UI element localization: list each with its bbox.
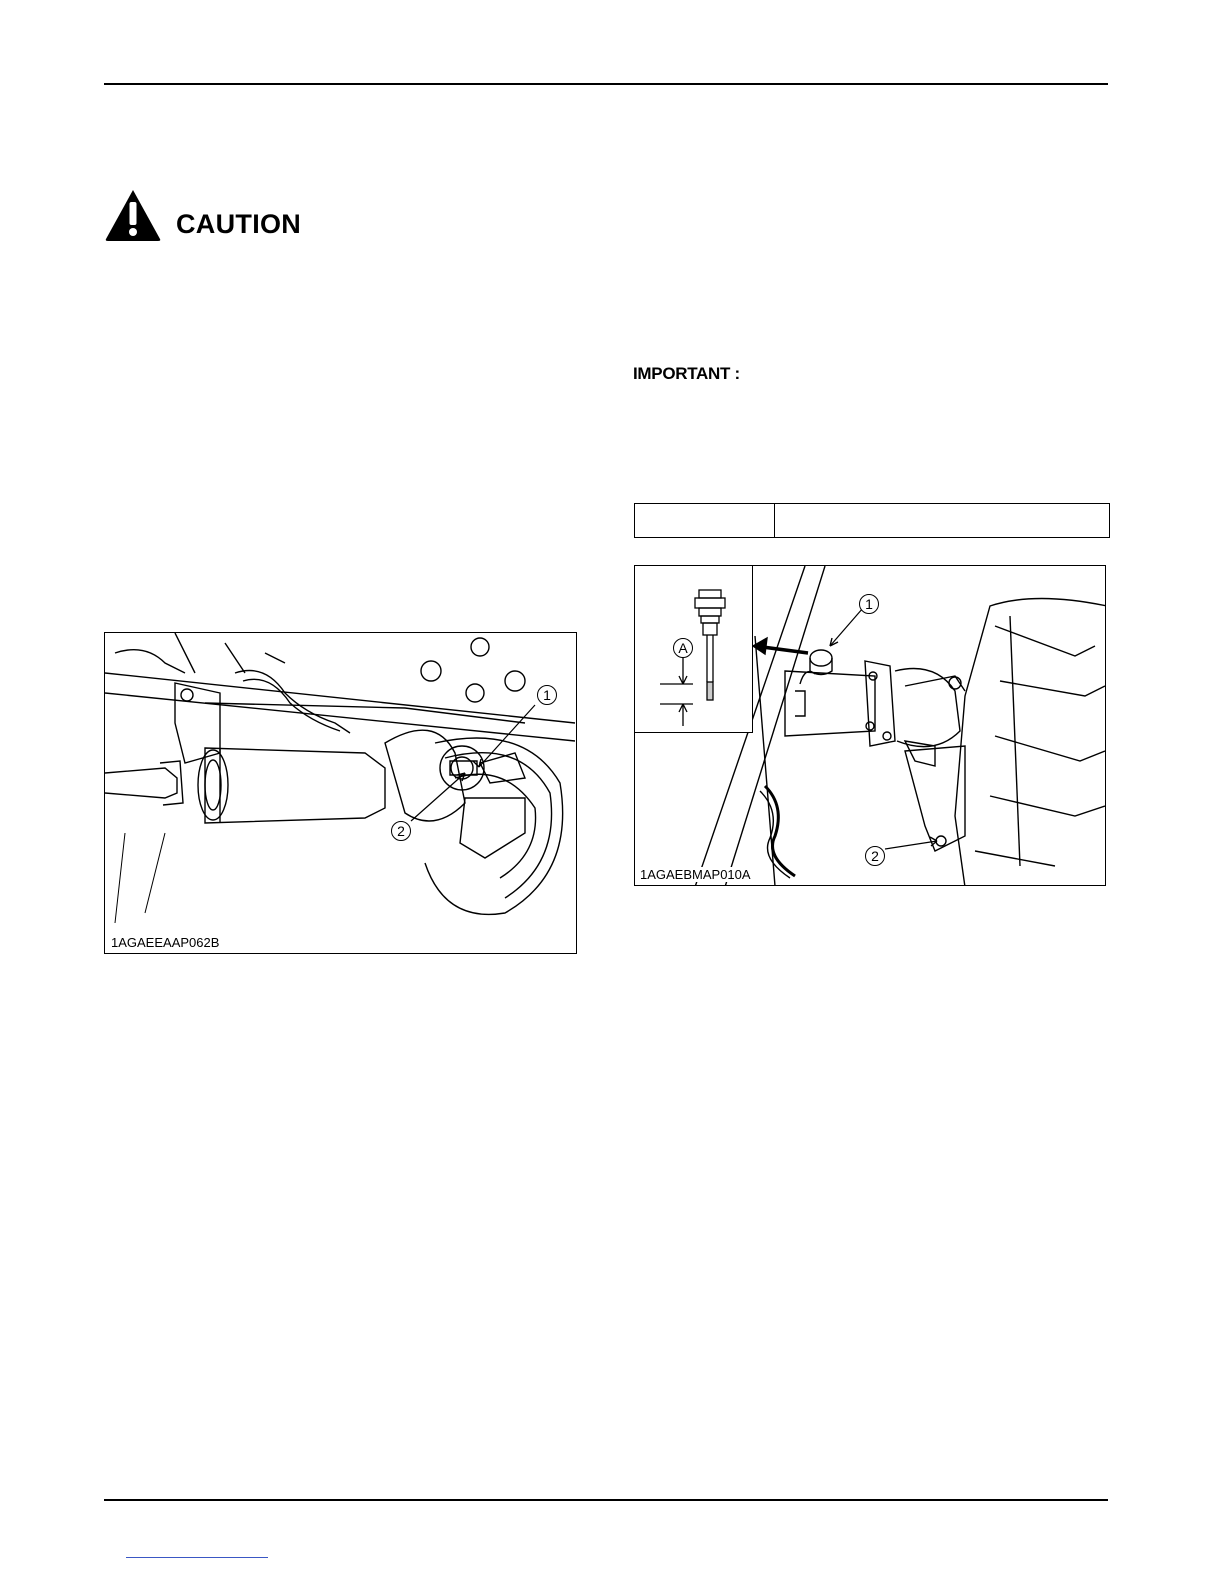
important-label: IMPORTANT : [633,364,740,383]
dipstick-inset [635,566,753,733]
callout-1: 1 [859,594,879,614]
figure-drive-shaft-illustration [105,633,577,954]
warning-triangle-icon [104,188,162,242]
footer-link-underline[interactable] [126,1557,268,1558]
figure-code: 1AGAEBMAP010A [640,867,751,882]
caution-heading [104,188,301,242]
spec-table-label-cell [635,504,775,537]
figure-code: 1AGAEEAAP062B [111,935,220,950]
figure-drive-shaft [104,632,577,954]
spec-table [634,503,1110,538]
footer-rule [104,1499,1108,1501]
callout-1: 1 [537,685,557,705]
figure-front-axle-case [634,565,1106,886]
callout-2: 2 [865,846,885,866]
callout-2: 2 [391,821,411,841]
callout-a: A [673,638,693,658]
caution-label: CAUTION [176,208,302,239]
dipstick-icon [635,566,753,733]
spec-table-value-cell [775,504,1109,537]
header-rule [104,83,1108,85]
